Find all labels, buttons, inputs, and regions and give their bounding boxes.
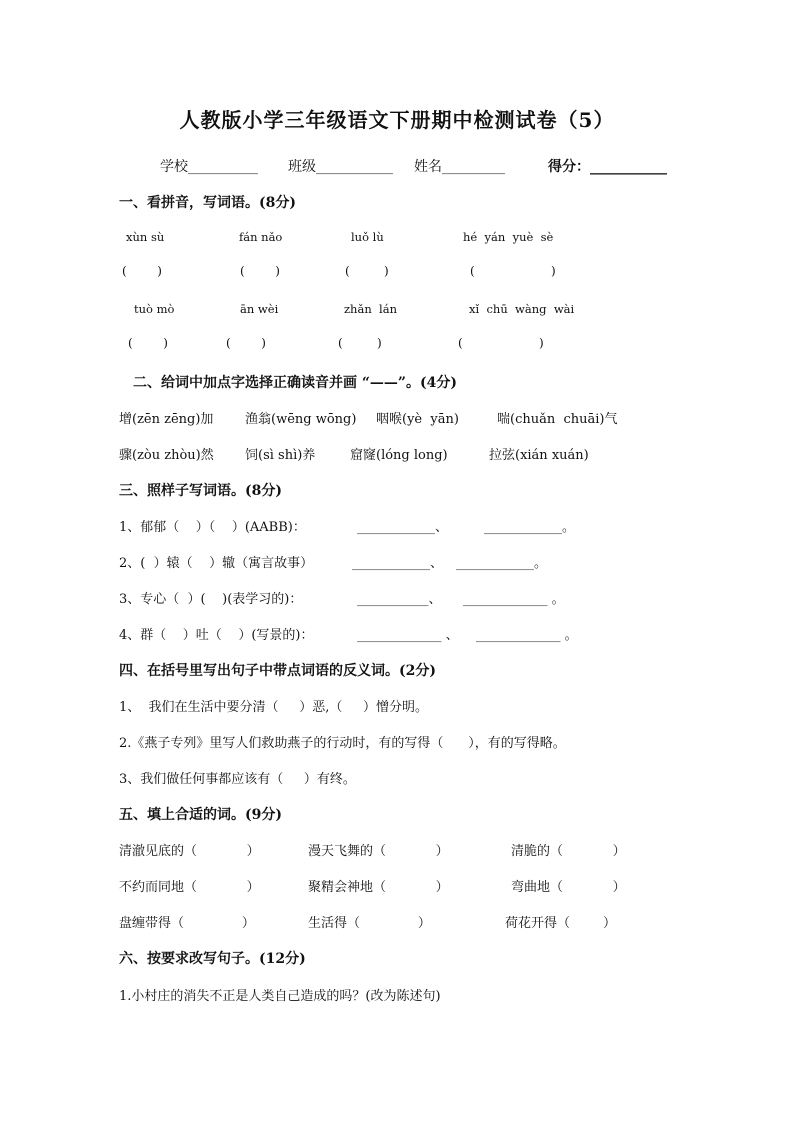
answer-line[interactable]: ____________、	[357, 520, 449, 535]
fill-blank-item[interactable]: 清澈见底的（ ）	[119, 844, 260, 859]
pinyin: fán nǎo	[239, 230, 283, 244]
section-5-heading: 五、填上合适的词。(9分)	[119, 807, 282, 823]
answer-blank[interactable]: ( )	[470, 264, 556, 278]
answer-blank[interactable]: ( )	[226, 336, 266, 350]
fill-blank-item[interactable]: 不约而同地（ ）	[119, 880, 260, 895]
answer-blank[interactable]: ( )	[128, 336, 168, 350]
fill-blank-item[interactable]: 聚精会神地（ ）	[308, 880, 449, 895]
section-3-heading: 三、照样子写词语。(8分)	[119, 483, 282, 499]
answer-line[interactable]: ____________。	[484, 520, 576, 535]
answer-blank[interactable]: ( )	[338, 336, 382, 350]
score-field[interactable]: 得分：___________	[548, 159, 667, 175]
answer-line[interactable]: _____________ 。	[476, 628, 578, 643]
fill-blank-item[interactable]: 漫天飞舞的（ ）	[308, 844, 449, 859]
section-4-heading: 四、在括号里写出句子中带点词语的反义词。(2分)	[119, 663, 436, 679]
question-prompt: 2、( ）辕（ ）辙（寓言故事）	[119, 556, 314, 571]
question-line: 2.《燕子专列》里写人们救助燕子的行动时，有的写得（ ），有的写得略。	[119, 736, 566, 751]
reading-choice[interactable]: 增(zēn zēng)加	[119, 412, 214, 427]
question-line: 1、 我们在生活中要分清（ ）恶,（ ）憎分明。	[119, 700, 428, 715]
fill-blank-item[interactable]: 荷花开得（ ）	[505, 916, 617, 931]
pinyin: zhǎn lán	[344, 302, 397, 316]
pinyin: xǐ chū wàng wài	[469, 302, 575, 316]
name-field[interactable]: 姓名_________	[414, 159, 505, 175]
answer-blank[interactable]: ( )	[122, 264, 162, 278]
pinyin: luǒ lù	[351, 230, 384, 244]
question-line: 3、我们做任何事都应该有（ ）有终。	[119, 772, 356, 787]
fill-blank-item[interactable]: 盘缠带得（ ）	[119, 916, 255, 931]
reading-choice[interactable]: 骤(zòu zhòu)然	[119, 448, 214, 463]
class-field[interactable]: 班级___________	[288, 159, 393, 175]
section-6-heading: 六、按要求改写句子。(12分)	[119, 951, 306, 967]
fill-blank-item[interactable]: 生活得（ ）	[308, 916, 431, 931]
fill-blank-item[interactable]: 清脆的（ ）	[511, 844, 626, 859]
pinyin: tuò mò	[134, 302, 175, 316]
reading-choice[interactable]: 喘(chuǎn chuāi)气	[497, 412, 618, 427]
reading-choice[interactable]: 渔翁(wēng wōng)	[245, 412, 357, 427]
pinyin: xùn sù	[126, 230, 165, 244]
answer-line[interactable]: ____________、	[352, 556, 444, 571]
question-line: 1.小村庄的消失不正是人类自己造成的吗？(改为陈述句)	[119, 989, 441, 1004]
school-field[interactable]: 学校__________	[160, 159, 258, 175]
answer-line[interactable]: ___________、	[357, 592, 442, 607]
pinyin: hé yán yuè sè	[463, 230, 554, 244]
answer-line[interactable]: _____________ 、	[357, 628, 459, 643]
reading-choice[interactable]: 咽喉(yè yān)	[376, 412, 459, 427]
reading-choice[interactable]: 饲(sì shì)养	[245, 448, 316, 463]
reading-choice[interactable]: 拉弦(xián xuán)	[489, 448, 589, 463]
section-2-heading: 二、给词中加点字选择正确读音并画 “——”。(4分)	[133, 375, 457, 391]
answer-blank[interactable]: ( )	[345, 264, 389, 278]
answer-blank[interactable]: ( )	[240, 264, 280, 278]
answer-line[interactable]: ____________。	[456, 556, 548, 571]
question-prompt: 4、群（ ）吐（ ）(写景的)：	[119, 628, 314, 643]
section-1-heading: 一、看拼音，写词语。(8分)	[119, 195, 296, 211]
question-prompt: 1、郁郁（ ）（ ）(AABB)：	[119, 520, 306, 535]
exam-title: 人教版小学三年级语文下册期中检测试卷（5）	[179, 108, 615, 132]
reading-choice[interactable]: 窟窿(lóng long)	[350, 448, 448, 463]
answer-blank[interactable]: ( )	[458, 336, 544, 350]
pinyin: ān wèi	[240, 302, 279, 316]
answer-line[interactable]: _____________ 。	[463, 592, 565, 607]
question-prompt: 3、专心（ ）( )(表学习的)：	[119, 592, 303, 607]
fill-blank-item[interactable]: 弯曲地（ ）	[511, 880, 626, 895]
